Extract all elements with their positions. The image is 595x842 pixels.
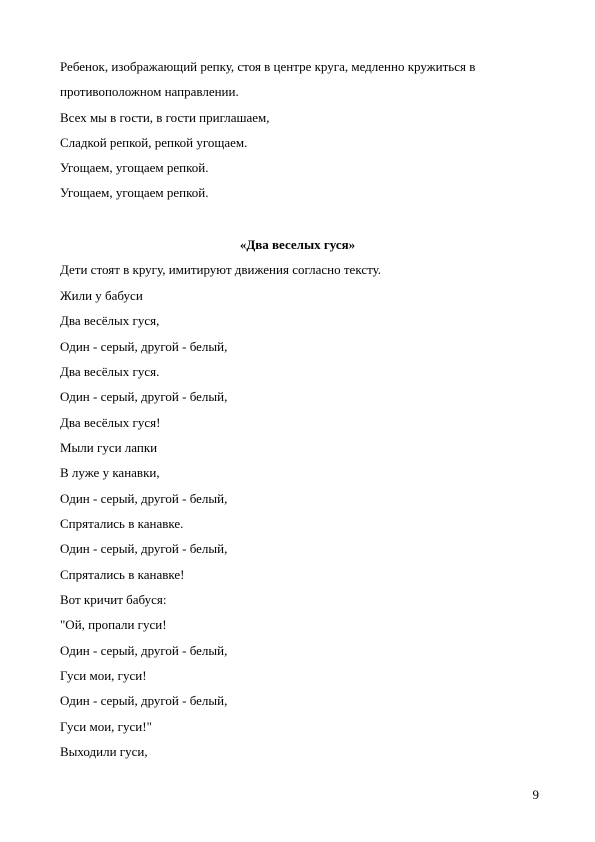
poem-line: Мыли гуси лапки (60, 440, 158, 455)
poem-line: Жили у бабуси (60, 288, 143, 303)
poem-line: "Ой, пропали гуси! (60, 617, 167, 632)
poem-line: Два весёлых гуся. (60, 364, 160, 379)
intro-line: Всех мы в гости, в гости приглашаем, (60, 110, 270, 125)
poem-line: Выходили гуси, (60, 744, 148, 759)
poem-line: Гуси мои, гуси!" (60, 719, 152, 734)
intro-line: Ребенок, изображающий репку, стоя в центре круга, медленно кружиться в (60, 59, 476, 74)
poem-line: Один - серый, другой - белый, (60, 491, 228, 506)
poem-line: Дети стоят в кругу, имитируют движения согласно тексту. (60, 262, 382, 277)
intro-line: Угощаем, угощаем репкой. (60, 160, 209, 175)
poem-line: Один - серый, другой - белый, (60, 541, 228, 556)
section-title: «Два веселых гуся» (239, 237, 356, 252)
poem-line: Гуси мои, гуси! (60, 668, 147, 683)
poem-line: Один - серый, другой - белый, (60, 339, 228, 354)
intro-line: Угощаем, угощаем репкой. (60, 185, 209, 200)
poem-line: Вот кричит бабуся: (60, 592, 167, 607)
poem-line: Спрятались в канавке. (60, 516, 184, 531)
poem-line: Спрятались в канавке! (60, 567, 185, 582)
poem-line: Два весёлых гуся! (60, 415, 161, 430)
intro-line: Сладкой репкой, репкой угощаем. (60, 135, 248, 150)
poem-line: Один - серый, другой - белый, (60, 693, 228, 708)
poem-line: Два весёлых гуся, (60, 313, 160, 328)
intro-line: противоположном направлении. (60, 84, 239, 99)
poem-line: Один - серый, другой - белый, (60, 643, 228, 658)
poem-line: Один - серый, другой - белый, (60, 389, 228, 404)
poem-line: В луже у канавки, (60, 465, 160, 480)
page-number: 9 (532, 787, 539, 802)
